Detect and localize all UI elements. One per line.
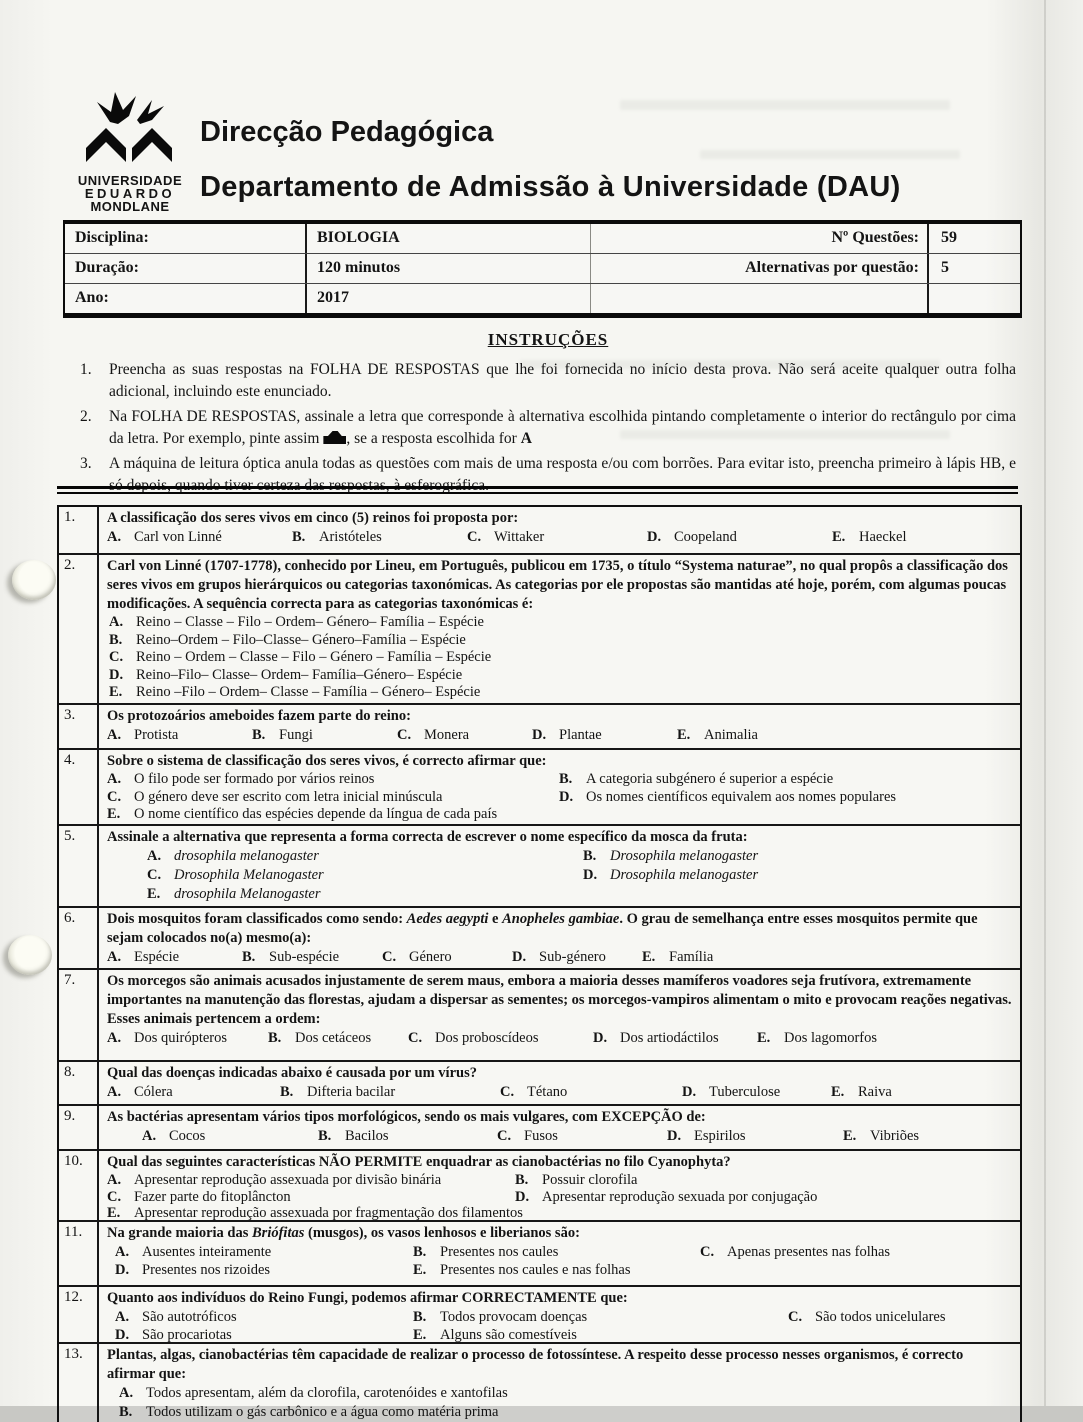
question-number: 10. [59, 1151, 99, 1220]
page-subtitle: Departamento de Admissão à Universidade (DAU) [200, 171, 901, 203]
answer-letter-example: A [520, 430, 532, 447]
question-number: 3. [59, 705, 99, 748]
option-text: drosophila Melanogaster [174, 886, 321, 902]
questions-table [57, 505, 1022, 1422]
option [788, 1308, 1012, 1326]
question-row-10 [59, 1151, 1020, 1222]
option-text: Género [409, 949, 452, 965]
option-letter: D. [583, 867, 598, 883]
option-letter: B. [559, 771, 573, 787]
option [413, 1308, 788, 1326]
stem-text: (musgos), os vasos lenhosos e liberianos são: [304, 1225, 580, 1241]
option-text: Presentes nos rizoides [142, 1262, 271, 1278]
option [115, 1308, 413, 1326]
info-label [590, 284, 927, 313]
option-letter: C. [500, 1084, 515, 1100]
question-stem: Os morcegos são animais acusados injustamente de serem maus, embora a maioria desses mamíferos voadores seja frutívora, extremamente importantes na manutenção das florestas, ajudam a dispersar as sementes; os morcegos-vampiros alimentam o mito e provocam reações negativas. Esses animais pertencem a ordem: [107, 973, 1012, 1027]
option [500, 1083, 682, 1102]
option [107, 1205, 523, 1222]
question-row-4 [59, 750, 1020, 826]
option [107, 789, 559, 807]
uem-logo [76, 90, 184, 213]
option-letter: C. [107, 788, 122, 805]
logo-text: UNIVERSIDADE [77, 173, 183, 188]
question-stem: Assinale a alternativa que representa a forma correcta de escrever o nome específico da mosca da fruta: [107, 829, 748, 845]
option-text: Dos quirópteros [134, 1030, 228, 1046]
option-text: Protista [134, 727, 179, 743]
option [382, 948, 512, 967]
option-text: Carl von Linné [134, 529, 222, 545]
option-text: Tuberculose [709, 1084, 781, 1100]
option-text: São todos unicelulares [815, 1309, 946, 1325]
instruction-text: Preencha as suas respostas na FOLHA DE RESPOSTAS que lhe foi fornecida no início desta prova. Não será aceite qualquer outra folha adicional, incluindo este enunciado. [109, 361, 1016, 400]
options [107, 1029, 1012, 1048]
option [107, 1189, 515, 1206]
option-letter: B. [252, 727, 266, 743]
logo-text: EDUARDO [84, 186, 176, 201]
options [107, 726, 1012, 745]
option-text: Todos apresentam, além da clorofila, carotenóides e xantofilas [146, 1385, 508, 1401]
option-text: Reino – Classe – Filo – Ordem– Género– Família – Espécie [136, 614, 484, 630]
instruction-item [80, 359, 1016, 403]
info-value: 59 [927, 224, 1020, 253]
option-letter: C. [382, 949, 397, 965]
option-letter: E. [677, 727, 691, 743]
option-text: Reino–Filo– Classe– Ordem– Família–Género– Espécie [136, 666, 463, 683]
option-letter: C. [467, 529, 482, 545]
option [583, 866, 1012, 885]
option-letter: E. [413, 1327, 427, 1343]
question-number: 11. [59, 1222, 99, 1285]
option-letter: C. [788, 1309, 803, 1325]
option-text: Ausentes inteiramente [142, 1244, 272, 1260]
option [292, 528, 467, 547]
option-text: Sub-género [539, 949, 606, 965]
option-text: Dos cetáceos [295, 1030, 372, 1046]
option [677, 726, 1012, 745]
option-text: Animalia [704, 727, 758, 743]
option [832, 528, 1012, 547]
option-letter: C. [147, 867, 162, 883]
instruction-text: A máquina de leitura óptica anula todas as questões com mais de uma resposta e/ou com borrões. Para evitar isto, preencha primeiro à lápis HB, e só depois, quando tiver certeza das respostas, à esferográfica. [109, 455, 1016, 494]
question-stem: Qual das seguintes características NÃO PERMITE enquadrar as cianobactérias no filo Cyanophyta? [107, 1154, 731, 1170]
question-number: 13. [59, 1344, 99, 1422]
option [831, 1083, 1012, 1102]
option-text: Dos artiodáctilos [620, 1030, 719, 1046]
option-letter: B. [242, 949, 256, 965]
info-value: 120 minutos [305, 254, 590, 283]
option-letter: C. [700, 1244, 715, 1260]
option [413, 1261, 700, 1279]
uem-emblem-icon [80, 90, 180, 174]
option-text: O género deve ser escrito com letra inicial minúscula [134, 788, 443, 805]
option-text: Família [669, 949, 714, 965]
option-letter: D. [115, 1262, 130, 1278]
options [107, 1127, 1012, 1146]
option-text: O filo pode ser formado por vários reinos [134, 771, 375, 787]
option [559, 789, 1012, 807]
paper-edge [1044, 0, 1046, 1406]
option-letter: B. [280, 1084, 294, 1100]
option [667, 1127, 843, 1146]
option-text: Apresentar reprodução sexuada por conjugação [542, 1188, 818, 1205]
option-text: Dos proboscídeos [435, 1030, 539, 1046]
option-letter: A. [115, 1244, 130, 1260]
option [115, 1326, 413, 1344]
option [107, 1172, 515, 1189]
question-number: 4. [59, 750, 99, 824]
info-value: 2017 [305, 284, 590, 313]
taxon-name: Briófitas [252, 1225, 305, 1241]
info-value: 5 [927, 254, 1020, 283]
option [843, 1127, 1012, 1146]
logo-text: MONDLANE [90, 199, 170, 214]
option [467, 528, 647, 547]
option-letter: B. [119, 1404, 133, 1420]
species-name: Anopheles gambiae [502, 911, 620, 927]
option-letter: C. [497, 1128, 512, 1144]
question-number: 6. [59, 908, 99, 968]
info-label: Duração: [75, 259, 139, 276]
option-letter: C. [397, 727, 412, 743]
option-letter: B. [268, 1030, 282, 1046]
species-name: Aedes aegypti [406, 911, 489, 927]
option-letter: E. [642, 949, 656, 965]
option-text: Os nomes científicos equivalem aos nomes populares [586, 788, 897, 805]
option [142, 1127, 318, 1146]
option-letter: D. [647, 529, 662, 545]
option-text: Plantae [559, 727, 602, 743]
option [682, 1083, 831, 1102]
option-text: Vibriões [870, 1128, 920, 1144]
option-letter: D. [515, 1188, 530, 1205]
option-text: Todos provocam doenças [440, 1309, 588, 1325]
punch-hole [8, 935, 52, 975]
options [107, 1243, 1012, 1279]
question-row-7 [59, 970, 1020, 1062]
option-letter: D. [115, 1327, 130, 1343]
option [107, 806, 559, 824]
option-letter: E. [147, 886, 161, 902]
option-letter: D. [532, 727, 547, 743]
painted-answer-mark-icon [323, 431, 346, 444]
instruction-item [80, 406, 1016, 450]
question-number: 12. [59, 1287, 99, 1342]
option [242, 948, 382, 967]
option-text: Sub-espécie [269, 949, 340, 965]
option-letter: A. [107, 1084, 122, 1100]
option-letter: A. [119, 1385, 134, 1401]
options [107, 847, 1012, 904]
question-stem: Os protozoários ameboides fazem parte do reino: [107, 708, 411, 724]
info-label: Disciplina: [75, 229, 149, 246]
option-text: Reino–Ordem – Filo–Classe– Género–Família – Espécie [136, 631, 466, 648]
option [107, 771, 559, 789]
option [107, 649, 1012, 667]
option-letter: D. [109, 666, 124, 683]
option-letter: B. [413, 1244, 427, 1260]
question-stem: Plantas, algas, cianobactérias têm capacidade de realizar o processo de fotossíntese. A respeito desse processo nesses organismos, é correcto afirmar que: [107, 1347, 964, 1382]
option-text: Bacilos [345, 1128, 389, 1144]
option-letter: C. [109, 649, 124, 665]
option [413, 1326, 788, 1344]
question-stem: Sobre o sistema de classificação dos seres vivos, é correcto afirmar que: [107, 753, 547, 769]
option-text: Coopeland [674, 529, 737, 545]
option-letter: D. [682, 1084, 697, 1100]
options [107, 1083, 1012, 1102]
option-text: Aristóteles [319, 529, 382, 545]
question-stem: Quanto aos indivíduos do Reino Fungi, podemos afirmar CORRECTAMENTE que: [107, 1290, 628, 1306]
question-row-1 [59, 507, 1020, 555]
option-text: Espirilos [694, 1128, 746, 1144]
option-letter: E. [109, 684, 123, 700]
option-text: São procariotas [142, 1327, 232, 1343]
option [559, 771, 1012, 789]
option [497, 1127, 667, 1146]
option [413, 1243, 700, 1261]
bleed-through-artifact [700, 150, 960, 159]
instruction-number: 3. [80, 455, 92, 472]
option-text: Fusos [524, 1128, 558, 1144]
option-text: São autotróficos [142, 1309, 237, 1325]
option-text: Cólera [134, 1084, 173, 1100]
options [107, 528, 1012, 547]
option-letter: B. [109, 631, 123, 648]
option-text: A categoria subgénero é superior a espécie [586, 771, 834, 787]
option-text: Dos lagomorfos [784, 1030, 878, 1046]
option [700, 1243, 1012, 1261]
question-stem: As bactérias apresentam vários tipos morfológicos, sendo os mais vulgares, com EXCEPÇÃO de: [107, 1109, 706, 1125]
info-row [65, 254, 1020, 284]
option [147, 885, 583, 904]
stem-text: e [488, 911, 503, 927]
option [515, 1189, 1012, 1206]
info-label: Ano: [75, 289, 109, 306]
instructions-title: INSTRUÇÕES [487, 330, 609, 349]
option-letter: B. [583, 848, 597, 864]
question-row-5 [59, 826, 1020, 908]
option-text: Apenas presentes nas folhas [727, 1244, 891, 1260]
question-row-2 [59, 555, 1020, 705]
option-text: Espécie [134, 949, 180, 965]
option [647, 528, 832, 547]
option-letter: E. [413, 1262, 427, 1278]
option-letter: C. [408, 1030, 423, 1046]
option-text: Drosophila melanogaster [610, 848, 759, 864]
question-number: 8. [59, 1062, 99, 1104]
option-letter: E. [757, 1030, 771, 1046]
option-text: Alguns são comestíveis [440, 1327, 577, 1343]
option-letter: B. [413, 1309, 427, 1325]
option-text: Presentes nos caules [440, 1244, 559, 1260]
options [107, 771, 1012, 824]
page-title: Direcção Pedagógica [200, 116, 494, 148]
option-text: Reino –Filo – Ordem– Classe – Família – Género– Espécie [136, 684, 481, 700]
options [107, 948, 1012, 967]
option-text: Apresentar reprodução assexuada por divisão binária [134, 1172, 442, 1188]
option [107, 948, 242, 967]
stem-text: . O grau de semelhança entre esses mosquitos permite que sejam colocados no(a) mesmo(a): [107, 911, 978, 946]
exam-info-table [63, 220, 1022, 318]
instruction-text-segment: , se a resposta escolhida for [346, 430, 521, 447]
option-text: Fungi [279, 727, 313, 743]
question-number: 7. [59, 970, 99, 1060]
double-rule-divider [57, 486, 1018, 494]
option-text: Drosophila Melanogaster [174, 867, 324, 883]
question-stem: A classificação dos seres vivos em cinco (5) reinos foi proposta por: [107, 510, 519, 526]
question-number: 9. [59, 1106, 99, 1149]
option [107, 684, 1012, 702]
option-text: Presentes nos caules e nas folhas [440, 1262, 631, 1278]
question-row-3 [59, 705, 1020, 750]
option-text: Apresentar reprodução assexuada por fragmentação dos filamentos [134, 1205, 523, 1221]
option [107, 726, 252, 745]
question-row-9 [59, 1106, 1020, 1151]
options [107, 1172, 1012, 1222]
option-letter: A. [115, 1309, 130, 1325]
option-text: Fazer parte do fitoplâncton [134, 1188, 291, 1205]
instruction-text-segment: Na FOLHA DE RESPOSTAS, assinale a letra que corresponde à alternativa escolhida pintando completamente o interior do rectângulo por cima da letra. Por exemplo, pinte assim [109, 408, 1016, 447]
info-value [927, 284, 1020, 313]
option [115, 1261, 413, 1279]
question-stem: Carl von Linné (1707-1778), conhecido por Lineu, em Português, publicou em 1735, o título “Systema naturae”, no qual propôs a classificação dos seres vivos em grupos hierárquicos ou categorias taxonómicas. As categorias por ele propostas são mantidas até hoje, porém, com algumas poucas modificações. A sequência correcta para as categorias taxonómicas é: [107, 558, 1008, 612]
options [107, 1308, 1012, 1344]
options [107, 614, 1012, 702]
option [252, 726, 397, 745]
question-number: 1. [59, 507, 99, 553]
options [107, 1384, 1012, 1422]
option [107, 632, 1012, 650]
option-letter: A. [107, 529, 122, 545]
option-letter: E. [107, 806, 121, 822]
option-text: Tétano [527, 1084, 568, 1100]
option-letter: A. [107, 727, 122, 743]
question-row-6 [59, 908, 1020, 970]
info-label: Nº Questões: [590, 224, 927, 253]
question-number: 2. [59, 555, 99, 703]
option-text: Reino – Ordem – Classe – Filo – Género – Família – Espécie [136, 649, 492, 665]
question-row-13 [59, 1344, 1020, 1422]
option-letter: D. [667, 1128, 682, 1144]
option-letter: B. [515, 1172, 529, 1188]
question-stem: Qual das doenças indicadas abaixo é causada por um vírus? [107, 1065, 477, 1081]
option-letter: E. [107, 1205, 121, 1221]
option [147, 847, 583, 866]
instruction-number: 2. [80, 408, 92, 425]
option [107, 528, 292, 547]
option [115, 1243, 413, 1261]
option [642, 948, 1012, 967]
option-letter: D. [559, 788, 574, 805]
info-value: BIOLOGIA [305, 224, 590, 253]
option-text: Drosophila melanogaster [610, 867, 759, 883]
option [107, 1083, 280, 1102]
option [532, 726, 677, 745]
info-row [65, 284, 1020, 313]
option [583, 847, 1012, 866]
option-text: Haeckel [859, 529, 907, 545]
option-text: O nome científico das espécies depende da língua de cada país [134, 806, 498, 822]
option [147, 866, 583, 885]
option [107, 1029, 268, 1048]
option-letter: C. [107, 1188, 122, 1205]
option-text: Wittaker [494, 529, 545, 545]
option-letter: A. [107, 949, 122, 965]
option [408, 1029, 593, 1048]
option-text: drosophila melanogaster [174, 848, 319, 864]
option [280, 1083, 500, 1102]
option-letter: A. [109, 614, 124, 630]
stem-text: Dois mosquitos foram classificados como sendo: [107, 911, 407, 927]
option-text: Monera [424, 727, 470, 743]
info-row [65, 224, 1020, 254]
option-text: Difteria bacilar [307, 1084, 396, 1100]
option-text: Todos utilizam o gás carbônico e a água como matéria prima [146, 1404, 499, 1420]
option [107, 667, 1012, 685]
question-stem [107, 1224, 1012, 1243]
option [515, 1172, 1012, 1189]
instruction-number: 1. [80, 361, 92, 378]
option-letter: B. [292, 529, 306, 545]
option-letter: A. [107, 1030, 122, 1046]
question-stem [107, 910, 1012, 948]
option-letter: A. [142, 1128, 157, 1144]
option [757, 1029, 1012, 1048]
option [593, 1029, 757, 1048]
option-letter: E. [843, 1128, 857, 1144]
option-text: Cocos [169, 1128, 206, 1144]
option-text: Raiva [858, 1084, 892, 1100]
option-letter: E. [831, 1084, 845, 1100]
option-letter: A. [107, 771, 122, 787]
option [318, 1127, 497, 1146]
option-text: Possuir clorofila [542, 1172, 638, 1188]
question-number: 5. [59, 826, 99, 906]
punch-hole [12, 560, 56, 600]
question-row-12 [59, 1287, 1020, 1344]
option-letter: B. [318, 1128, 332, 1144]
option [107, 1384, 1012, 1403]
instructions-section [80, 330, 1016, 500]
option [107, 1403, 1012, 1422]
question-row-8 [59, 1062, 1020, 1106]
option [512, 948, 642, 967]
info-label: Alternativas por questão: [590, 254, 927, 283]
option-letter: D. [593, 1030, 608, 1046]
question-row-11 [59, 1222, 1020, 1287]
option-letter: D. [512, 949, 527, 965]
option [107, 614, 1012, 632]
bleed-through-artifact [620, 100, 950, 110]
stem-text: Na grande maioria das [107, 1225, 252, 1241]
option [397, 726, 532, 745]
option-letter: A. [147, 848, 162, 864]
instruction-text [109, 406, 1016, 450]
option-letter: E. [832, 529, 846, 545]
option [268, 1029, 408, 1048]
option-letter: A. [107, 1172, 122, 1188]
